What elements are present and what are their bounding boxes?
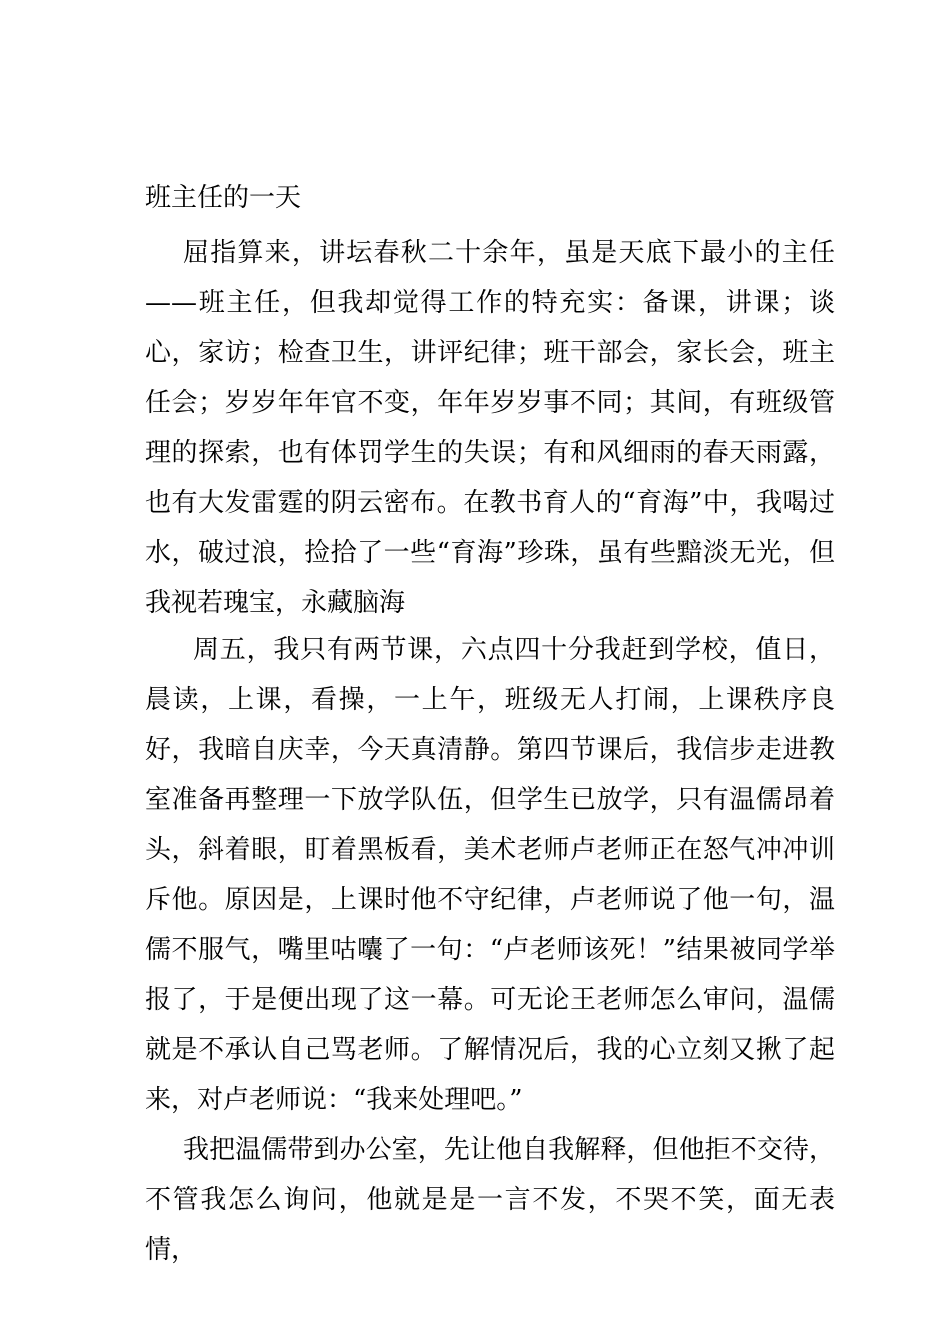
paragraph-3: 我把温儒带到办公室，先让他自我解释，但他拒不交待，不管我怎么询问，他就是是一言不发，不哭不笑，面无表情，: [145, 1135, 835, 1265]
paragraph-1: 屈指算来，讲坛春秋二十余年，虽是天底下最小的主任——班主任，但我却觉得工作的特充实：备课，讲课；谈心，家访；检查卫生，讲评纪律；班干部会，家长会，班主任会；岁岁年年官不变，年年岁岁事不同；其间，有班级管理的探索，也有体罚学生的失误；有和风细雨的春天雨露，也有大发雷霆的阴云密布。在教书育人的“育海”中，我喝过水，破过浪，捡拾了一些“育海”珍珠，虽有些黯淡无光，但我视若瑰宝，永藏脑海: [145, 238, 835, 618]
paragraph-2: 周五，我只有两节课，六点四十分我赶到学校，值日，晨读，上课，看操，一上午，班级无人打闹，上课秩序良好，我暗自庆幸，今天真清静。第四节课后，我信步走进教室准备再整理一下放学队伍，但学生已放学，只有温儒昂着头，斜着眼，盯着黑板看，美术老师卢老师正在怒气冲冲训斥他。原因是，上课时他不守纪律，卢老师说了他一句，温儒不服气，嘴里咕囔了一句：“卢老师该死！”结果被同学举报了，于是便出现了这一幕。可无论王老师怎么审问，温儒就是不承认自己骂老师。了解情况后，我的心立刻又揪了起来，对卢老师说：“我来处理吧。”: [145, 635, 835, 1115]
document-title: 班主任的一天: [145, 183, 302, 213]
